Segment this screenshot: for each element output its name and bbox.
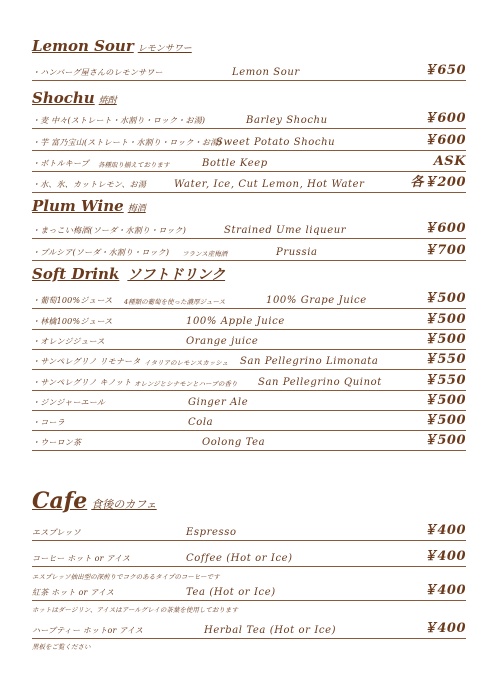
item-en-name: Barley Shochu xyxy=(246,115,328,126)
item-note: オレンジとシナモンとハーブの香り xyxy=(134,380,238,388)
item-price: ASK xyxy=(433,154,466,169)
menu-row xyxy=(32,412,466,431)
item-price: ￥500 xyxy=(423,393,466,408)
item-en-name: San Pellegrino Quinot xyxy=(258,377,382,388)
menu-row xyxy=(32,311,466,330)
item-note: 4種類の葡萄を使った濃厚ジュース xyxy=(124,298,226,306)
item-price: 各￥200 xyxy=(410,175,466,190)
cafe-title: Cafe xyxy=(32,488,88,514)
item-en-name: 100% Apple Juice xyxy=(186,316,285,327)
menu-row xyxy=(32,153,466,172)
item-en-name: Herbal Tea (Hot or Ice) xyxy=(204,625,337,636)
menu-row xyxy=(32,174,466,193)
item-en-name: San Pellegrino Limonata xyxy=(240,356,379,367)
menu-row xyxy=(32,432,466,451)
plum-wine-heading xyxy=(32,196,146,215)
item-en-name: Orange juice xyxy=(186,336,259,347)
item-price: ￥500 xyxy=(423,413,466,428)
item-jp-name: ・サンペレグリノ キノット xyxy=(32,378,132,387)
item-price: ￥550 xyxy=(423,373,466,388)
item-en-name: Oolong Tea xyxy=(202,437,266,448)
item-price: ￥500 xyxy=(423,291,466,306)
item-jp-name: ・林檎100%ジュース xyxy=(32,317,113,326)
item-jp-name: ・プルシア(ソーダ・水割り・ロック) xyxy=(32,248,170,257)
menu-row xyxy=(32,522,466,541)
item-en-name: Ginger Ale xyxy=(188,397,249,408)
cafe-heading xyxy=(32,488,157,514)
plum-wine-title-jp: 梅酒 xyxy=(127,204,146,214)
item-jp-name: 紅茶 ホット or アイス xyxy=(32,588,115,597)
lemon-sour-heading xyxy=(32,36,192,55)
menu-row xyxy=(32,132,466,151)
item-jp-name: ・まっこい梅酒(ソーダ・水割り・ロック) xyxy=(32,226,187,235)
item-jp-name: ・ウーロン茶 xyxy=(32,438,82,447)
item-price: ￥700 xyxy=(423,243,466,258)
item-price: ￥600 xyxy=(423,133,466,148)
menu-row xyxy=(32,620,466,639)
tea-description: ホットはダージリン、アイスはアールグレイの茶葉を使用しております xyxy=(32,606,238,614)
menu-row xyxy=(32,242,466,261)
item-en-name: Cola xyxy=(188,417,214,428)
item-note: フランス産梅酒 xyxy=(182,250,228,258)
item-price: ￥500 xyxy=(423,332,466,347)
item-jp-name: ・ボトルキープ xyxy=(32,159,89,168)
item-jp-name: ・葡萄100%ジュース xyxy=(32,296,113,305)
shochu-title: Shochu xyxy=(32,89,95,107)
lemon-sour-title: Lemon Sour xyxy=(32,37,134,55)
item-price: ￥500 xyxy=(423,433,466,448)
menu-row xyxy=(32,548,466,567)
item-en-name: Coffee (Hot or Ice) xyxy=(186,553,293,564)
item-price: ￥600 xyxy=(423,221,466,236)
item-en-name: Strained Ume liqueur xyxy=(224,225,347,236)
item-jp-name: ・サンペレグリノ リモナータ xyxy=(32,357,141,366)
soft-drink-heading xyxy=(32,264,225,284)
item-jp-name: ・オレンジジュース xyxy=(32,337,105,346)
lemon-sour-title-jp: レモンサワー xyxy=(137,44,192,54)
item-en-name: Sweet Potato Shochu xyxy=(216,137,336,148)
item-jp-name: ・コーラ xyxy=(32,418,65,427)
item-price: ￥500 xyxy=(423,312,466,327)
menu-row xyxy=(32,392,466,411)
item-en-name: Tea (Hot or Ice) xyxy=(186,587,276,598)
item-price: ￥400 xyxy=(423,549,466,564)
item-price: ￥400 xyxy=(423,583,466,598)
item-jp-name: ・芋 富乃宝山(ストレート・水割り・ロック・お湯) xyxy=(32,138,222,147)
menu-row xyxy=(32,331,466,350)
item-jp-name: ハーブティー ホットor アイス xyxy=(32,626,144,635)
menu-row xyxy=(32,290,466,309)
item-jp-name: エスプレッソ xyxy=(32,528,81,537)
menu-row xyxy=(32,372,466,391)
item-price: ￥400 xyxy=(423,621,466,636)
shochu-heading xyxy=(32,88,117,107)
item-jp-name: ・ジンジャーエール xyxy=(32,398,106,407)
cafe-title-jp: 食後のカフェ xyxy=(91,498,157,511)
menu-row xyxy=(32,351,466,370)
item-en-name: Water, Ice, Cut Lemon, Hot Water xyxy=(174,179,365,190)
item-price: ￥400 xyxy=(423,523,466,538)
shochu-title-jp: 焼酎 xyxy=(98,96,117,106)
item-en-name: Lemon Sour xyxy=(232,67,300,78)
soft-drink-title: Soft Drink xyxy=(32,265,120,283)
item-jp-name: コーヒー ホット or アイス xyxy=(32,554,131,563)
item-jp-name: ・麦 中々(ストレート・水割り・ロック・お湯) xyxy=(32,116,206,125)
menu-row xyxy=(32,62,466,81)
coffee-description: エスプレッソ抽出型の深煎りでコクのあるタイプのコーヒーです xyxy=(32,573,220,581)
herbal-tea-description: 黒板をご覧ください xyxy=(32,643,91,651)
item-en-name: Prussia xyxy=(276,247,318,258)
item-note: イタリアのレモンスカッシュ xyxy=(144,359,229,367)
item-en-name: Bottle Keep xyxy=(202,158,268,169)
item-price: ￥650 xyxy=(423,63,466,78)
menu-row xyxy=(32,220,466,239)
item-en-name: Espresso xyxy=(186,527,237,538)
menu-row xyxy=(32,110,466,129)
item-jp-name: ・水、氷、カットレモン、お湯 xyxy=(32,180,147,189)
item-note: 各種取り揃えております xyxy=(98,161,170,169)
item-price: ￥550 xyxy=(423,352,466,367)
menu-row xyxy=(32,582,466,601)
soft-drink-title-jp: ソフトドリンク xyxy=(127,267,226,283)
plum-wine-title: Plum Wine xyxy=(32,197,124,215)
item-price: ￥600 xyxy=(423,111,466,126)
item-en-name: 100% Grape Juice xyxy=(266,295,367,306)
item-jp-name: ・ハンバーグ屋さんのレモンサワー xyxy=(32,68,163,77)
